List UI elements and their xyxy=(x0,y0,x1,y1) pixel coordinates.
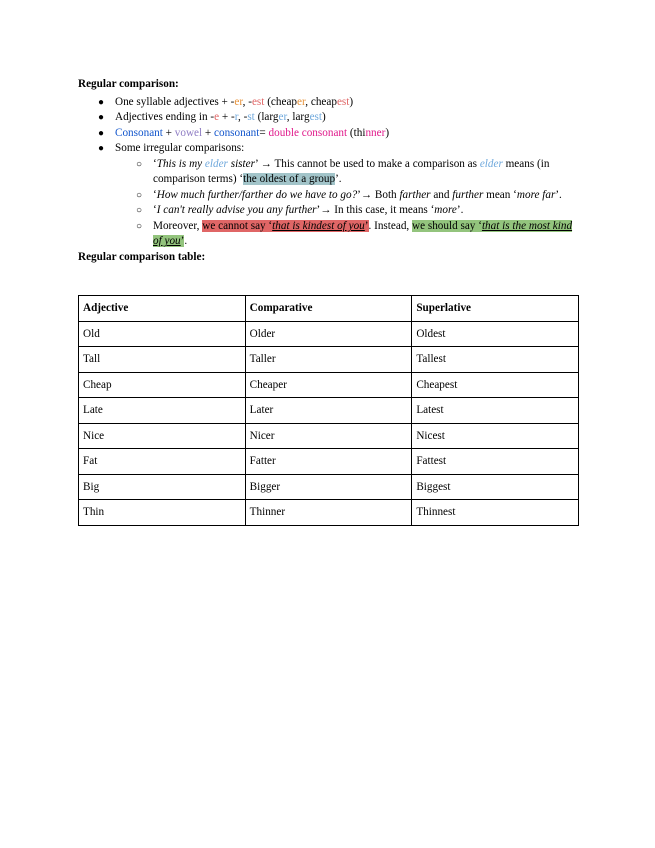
cell-adjective: Thin xyxy=(79,500,246,526)
suffix-r: r xyxy=(234,111,238,123)
text-run: (larg xyxy=(254,111,279,123)
header-cell-adjective: Adjective xyxy=(79,296,246,322)
word-double-consonant: double consonant xyxy=(268,126,348,139)
text-run: Some irregular comparisons: xyxy=(115,142,245,154)
suffix-e: e xyxy=(214,111,220,123)
list-item xyxy=(98,141,583,250)
bullet-icon: ● xyxy=(98,96,105,108)
highlighted-phrase: the oldest of a group xyxy=(243,173,336,186)
cell-adjective: Tall xyxy=(79,347,246,373)
table-row xyxy=(79,474,579,500)
cell-comparative: Fatter xyxy=(245,449,412,475)
text-run: and xyxy=(430,188,453,201)
word-consonant: consonant xyxy=(214,126,260,139)
bullet-icon: ● xyxy=(98,112,105,123)
text-run: ’ xyxy=(364,219,369,232)
hollow-bullet-icon: ○ xyxy=(136,220,143,232)
text-run: . Instead, xyxy=(368,219,413,232)
text-run: ’. xyxy=(335,173,342,186)
text-run: , larg xyxy=(286,111,310,123)
word-elder: elder xyxy=(204,157,228,170)
text-run: Adjectives ending in - xyxy=(115,111,215,123)
text-run: = xyxy=(259,126,269,139)
text-run: ‘ xyxy=(153,188,157,201)
italic-text: sister xyxy=(227,157,255,170)
header-cell-comparative: Comparative xyxy=(245,296,412,322)
cell-comparative: Older xyxy=(245,321,412,347)
word-consonant: Consonant xyxy=(115,126,163,139)
text-run: means (in comparison terms) ‘ xyxy=(153,157,550,186)
table-row xyxy=(79,347,579,373)
bullet-icon: ● xyxy=(98,127,105,139)
text-run: ’. xyxy=(456,204,464,217)
cell-superlative: Latest xyxy=(412,398,579,424)
text-run: ’→ Both xyxy=(357,188,400,201)
cell-superlative: Biggest xyxy=(412,474,579,500)
bullet-icon: ● xyxy=(98,143,105,154)
italic-text: farther xyxy=(399,188,431,201)
italic-text: How much further/farther do we have to go? xyxy=(156,188,358,201)
hollow-bullet-icon: ○ xyxy=(136,158,143,170)
section-heading: Regular comparison: xyxy=(78,78,179,90)
italic-text: This is my xyxy=(156,157,205,170)
cell-adjective: Fat xyxy=(79,449,246,475)
bullet-list xyxy=(78,95,583,251)
sub-list-item xyxy=(136,203,583,219)
sub-list-item xyxy=(136,219,583,250)
italic-text: I can't really advise you any further xyxy=(156,204,317,217)
text-run: . xyxy=(184,235,188,248)
cell-comparative: Bigger xyxy=(245,474,412,500)
suffix-st: st xyxy=(247,111,255,123)
text-run: , - xyxy=(238,111,248,123)
table-row xyxy=(79,423,579,449)
cell-superlative: Tallest xyxy=(412,347,579,373)
cell-adjective: Nice xyxy=(79,423,246,449)
italic-text: further xyxy=(452,188,484,201)
correct-example: that is the most kind of you xyxy=(153,219,573,248)
comparison-table xyxy=(78,295,579,526)
list-item xyxy=(98,110,583,126)
table-row xyxy=(79,449,579,475)
table-row xyxy=(79,321,579,347)
cell-comparative: Taller xyxy=(245,347,412,373)
text-run: we should say ‘ xyxy=(412,219,482,232)
cell-comparative: Cheaper xyxy=(245,372,412,398)
cell-adjective: Old xyxy=(79,321,246,347)
text-run: ) xyxy=(322,111,326,123)
text-run: + xyxy=(202,126,215,139)
text-run: One syllable adjectives + - xyxy=(115,95,235,108)
text-run: + - xyxy=(219,111,235,123)
text-run: (thi xyxy=(347,126,366,139)
table-heading: Regular comparison table: xyxy=(78,251,206,264)
cell-adjective: Late xyxy=(79,398,246,424)
cell-superlative: Thinnest xyxy=(412,500,579,526)
text-run: , cheap xyxy=(305,95,337,108)
document-content xyxy=(78,77,583,266)
text-run: ) xyxy=(385,126,390,139)
sub-list-item xyxy=(136,188,583,204)
suffix-est: est xyxy=(336,95,350,108)
italic-text: more far xyxy=(516,188,556,201)
list-item xyxy=(98,95,583,111)
text-run: ) xyxy=(349,95,354,108)
text-run: ‘ xyxy=(153,204,157,217)
list-item xyxy=(98,126,583,142)
text-run: ‘ xyxy=(153,157,157,170)
text-run: , - xyxy=(242,95,252,108)
table-row xyxy=(79,500,579,526)
cell-adjective: Big xyxy=(79,474,246,500)
suffix-er: er xyxy=(278,111,287,123)
cell-comparative: Thinner xyxy=(245,500,412,526)
sub-list-item xyxy=(136,157,583,188)
cell-superlative: Nicest xyxy=(412,423,579,449)
suffix-est: est xyxy=(309,111,322,123)
text-run: we cannot say ‘ xyxy=(202,219,273,232)
text-run: Moreover, xyxy=(153,219,203,232)
text-run: ’. xyxy=(555,188,562,201)
wrong-example: that is kindest of you xyxy=(272,219,365,232)
table-row xyxy=(79,398,579,424)
text-run: ’ xyxy=(180,235,185,248)
text-run: (cheap xyxy=(264,95,298,108)
hollow-bullet-icon: ○ xyxy=(136,205,143,217)
cell-comparative: Later xyxy=(245,398,412,424)
sub-list xyxy=(115,157,583,251)
italic-text: more xyxy=(434,204,457,217)
text-run: + xyxy=(162,126,175,139)
text-run: ’→ In this case, it means ‘ xyxy=(316,204,435,217)
header-cell-superlative: Superlative xyxy=(412,296,579,322)
text-run: mean ‘ xyxy=(483,188,517,201)
cell-superlative: Oldest xyxy=(412,321,579,347)
cell-adjective: Cheap xyxy=(79,372,246,398)
suffix-er: er xyxy=(234,95,243,108)
cell-superlative: Cheapest xyxy=(412,372,579,398)
word-elder: elder xyxy=(479,157,503,170)
word-vowel: vowel xyxy=(174,126,203,139)
suffix-er: er xyxy=(297,95,306,108)
table-header-row xyxy=(79,296,579,322)
cell-comparative: Nicer xyxy=(245,423,412,449)
suffix-nner: nner xyxy=(365,126,386,139)
hollow-bullet-icon: ○ xyxy=(136,189,143,201)
highlight-wrong xyxy=(202,220,368,232)
suffix-est: est xyxy=(251,95,265,108)
text-run: ’ → This cannot be used to make a comparison as xyxy=(254,157,480,170)
table-row xyxy=(79,372,579,398)
cell-superlative: Fattest xyxy=(412,449,579,475)
